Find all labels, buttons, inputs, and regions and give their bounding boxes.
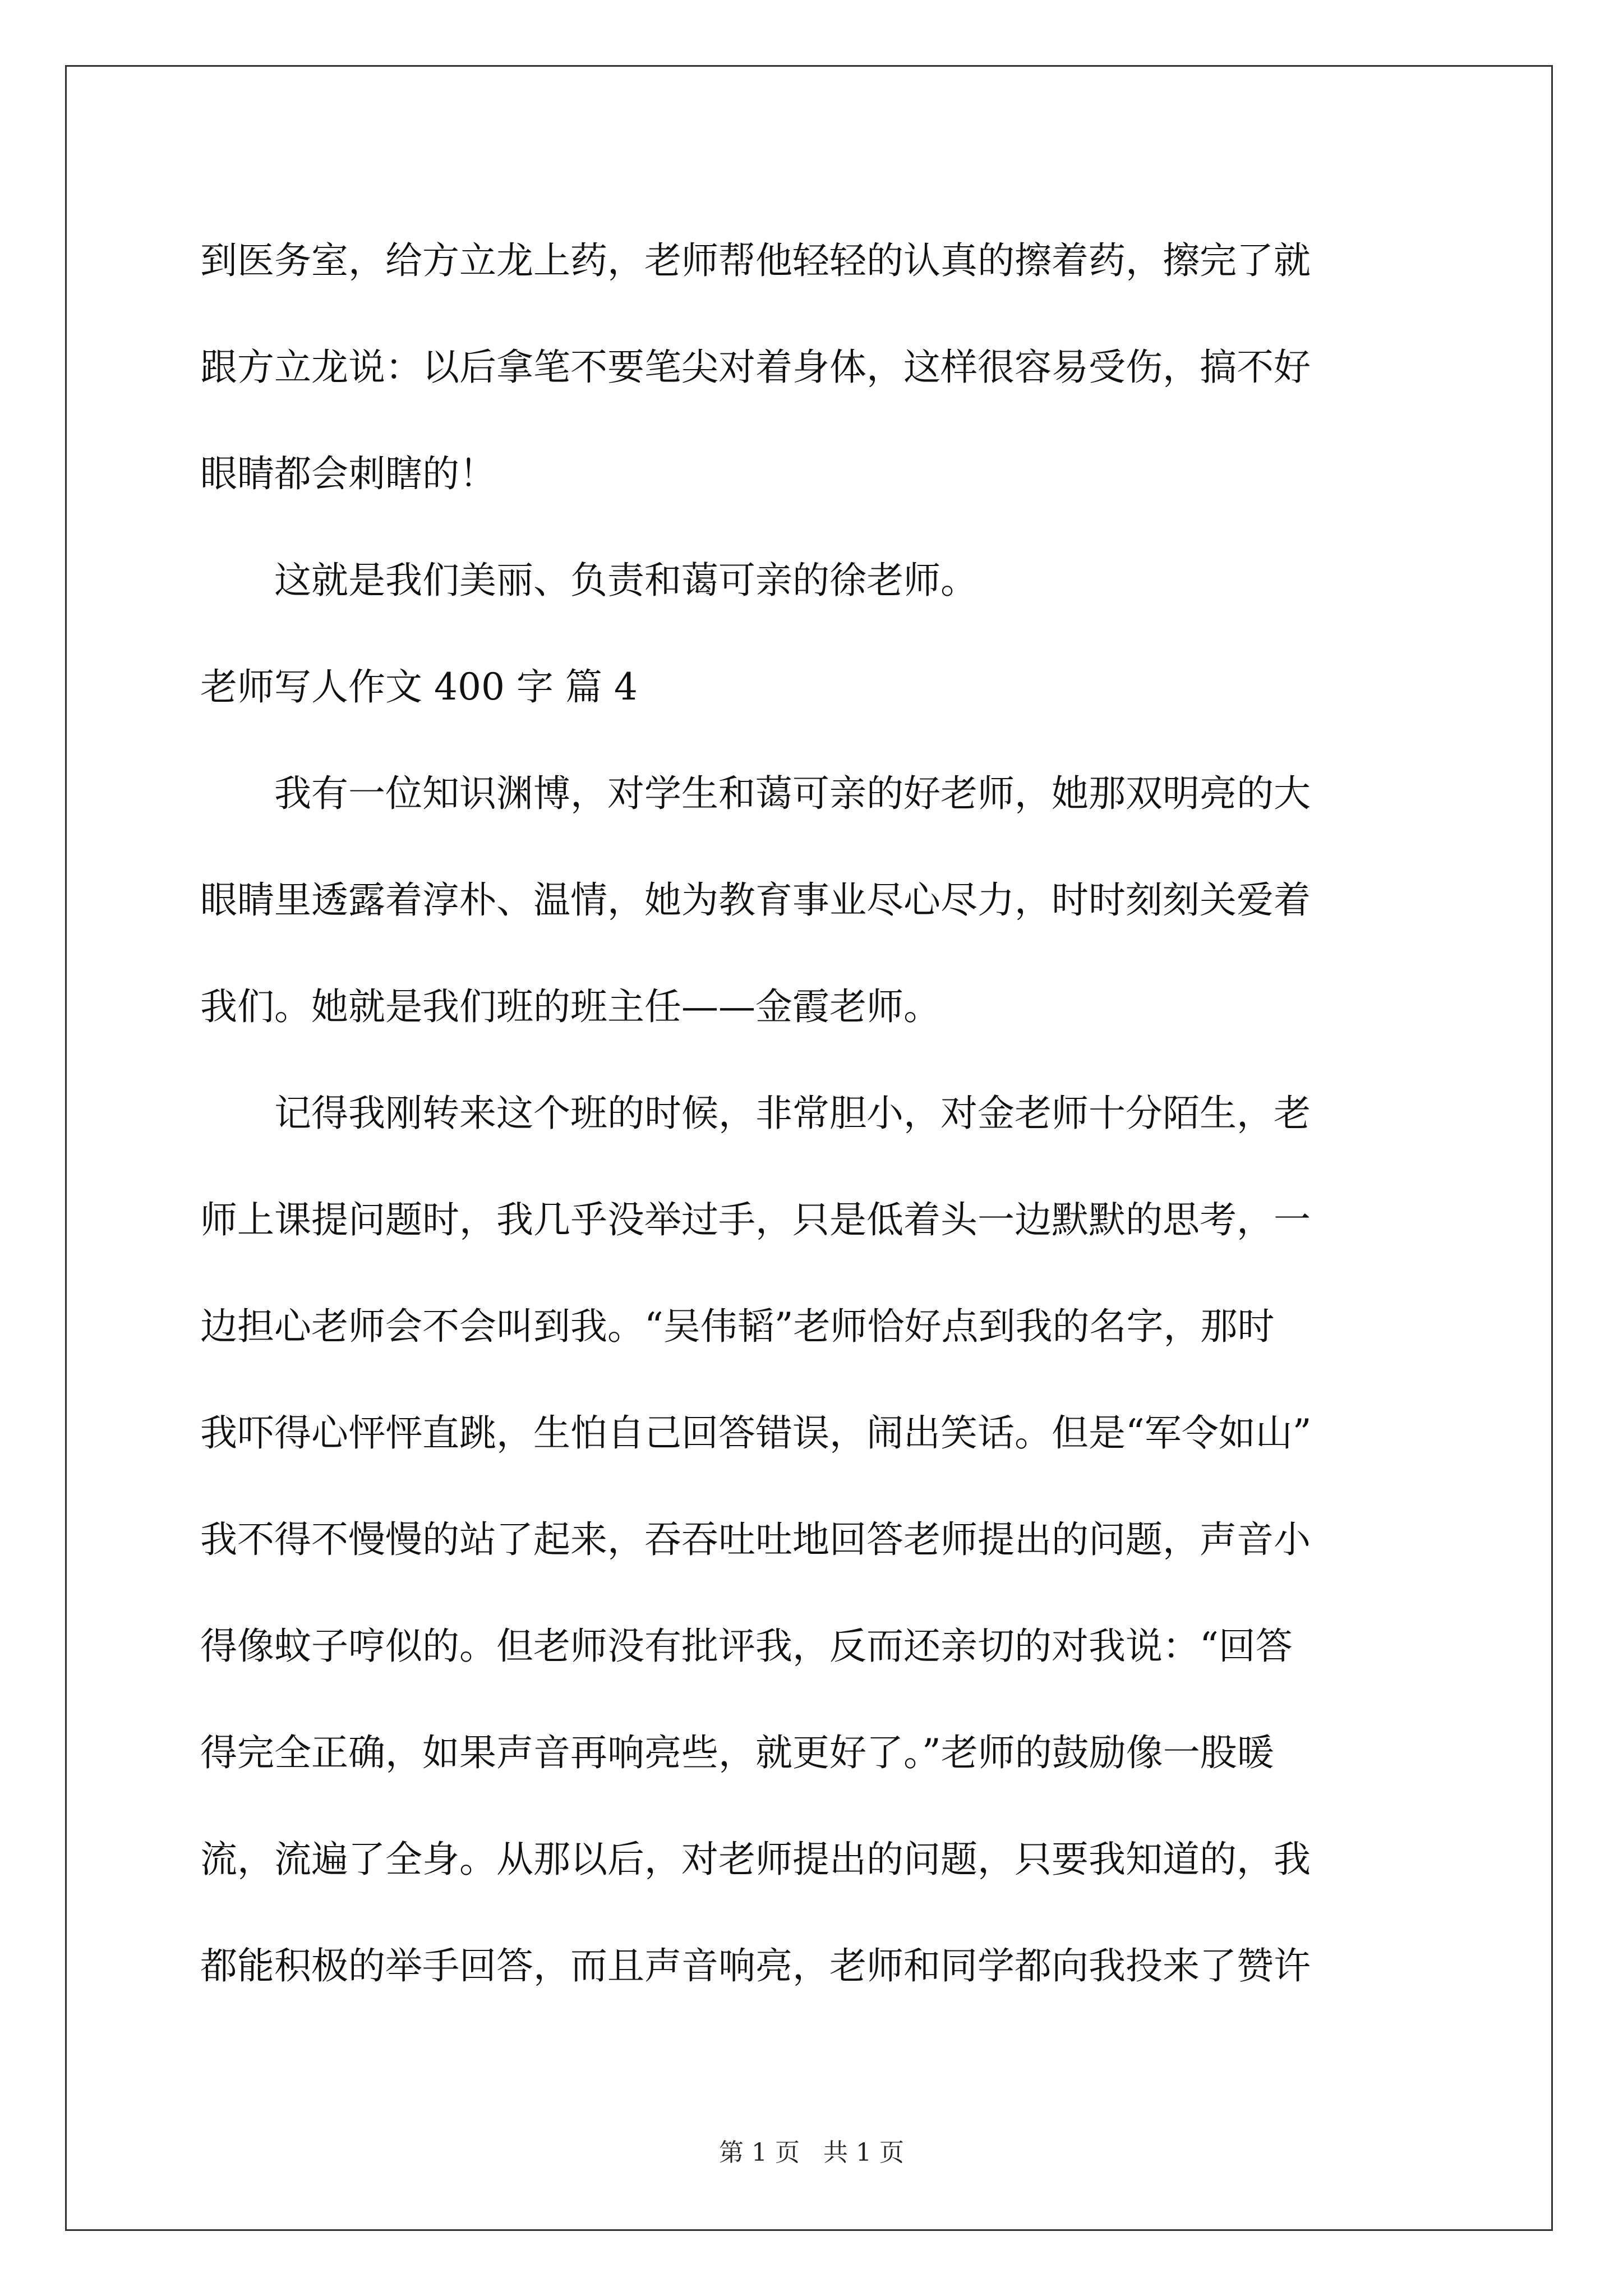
text-line: 我们。她就是我们班的班主任——金霞老师。 [200,985,940,1028]
paragraph-line: 我有一位知识渊博，对学生和蔼可亲的好老师，她那双明亮的大 [200,772,1311,815]
text-line: 到医务室，给方立龙上药，老师帮他轻轻的认真的擦着药，擦完了就 [200,239,1311,282]
text-line: 边担心老师会不会叫到我。“吴伟韬”老师恰好点到我的名字，那时 [200,1305,1275,1348]
section-heading: 老师写人作文 400 字 篇 4 [200,665,638,708]
text-line: 跟方立龙说：以后拿笔不要笔尖对着身体，这样很容易受伤，搞不好 [200,346,1311,389]
text-line: 眼睛里透露着淳朴、温情，她为教育事业尽心尽力，时时刻刻关爱着 [200,878,1311,922]
text-line: 得完全正确，如果声音再响亮些，就更好了。”老师的鼓励像一股暖 [200,1731,1274,1774]
page-footer: 第 1 页 共 1 页 [719,2138,904,2167]
text-line: 得像蚊子哼似的。但老师没有批评我，反而还亲切的对我说：“回答 [200,1625,1293,1668]
text-line: 我吓得心怦怦直跳，生怕自己回答错误，闹出笑话。但是“军令如山” [200,1411,1312,1455]
text-line: 流，流遍了全身。从那以后，对老师提出的问题，只要我知道的，我 [200,1838,1311,1881]
text-line: 都能积极的举手回答，而且声音响亮，老师和同学都向我投来了赞许 [200,1944,1311,1987]
paragraph-line: 这就是我们美丽、负责和蔼可亲的徐老师。 [200,559,978,602]
text-line: 眼睛都会刺瞎的！ [200,452,496,495]
document-body [200,208,1434,2019]
paragraph-line: 记得我刚转来这个班的时候，非常胆小，对金老师十分陌生，老 [200,1092,1311,1135]
text-line: 师上课提问题时，我几乎没举过手，只是低着头一边默默的思考，一 [200,1198,1311,1241]
text-line: 我不得不慢慢的站了起来，吞吞吐吐地回答老师提出的问题，声音小 [200,1518,1311,1561]
